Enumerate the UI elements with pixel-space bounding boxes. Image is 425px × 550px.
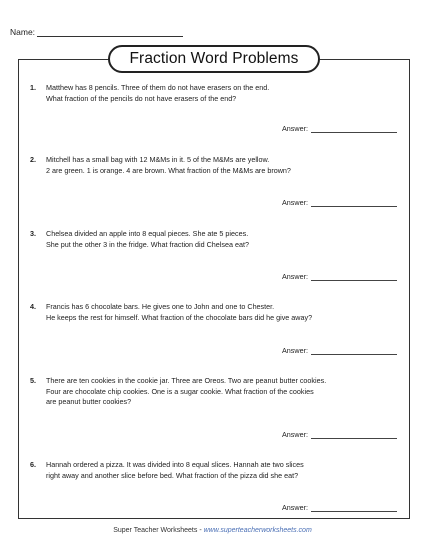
question-line: There are ten cookies in the cookie jar. Three are Oreos. Two are peanut butter cookies. bbox=[46, 376, 327, 385]
question-number: 2. bbox=[30, 155, 36, 164]
question-line: Four are chocolate chip cookies. One is a sugar cookie. What fraction of the cookies bbox=[46, 386, 314, 396]
question-line: He keeps the rest for himself. What fraction of the chocolate bars did he give away? bbox=[46, 312, 313, 322]
question-line: 2 are green. 1 is orange. 4 are brown. What fraction of the M&Ms are brown? bbox=[46, 165, 291, 175]
answer-row-2 bbox=[282, 198, 397, 207]
answer-row-3 bbox=[282, 272, 397, 281]
question-line: Mitchell has a small bag with 12 M&Ms in it. 5 of the M&Ms are yellow. bbox=[46, 155, 270, 164]
question-number: 4. bbox=[30, 302, 36, 311]
answer-field[interactable] bbox=[311, 125, 397, 133]
answer-label: Answer: bbox=[282, 503, 308, 512]
footer bbox=[0, 527, 425, 534]
answer-row-4 bbox=[282, 346, 397, 355]
answer-label: Answer: bbox=[282, 198, 308, 207]
answer-row-5 bbox=[282, 430, 397, 439]
worksheet-title bbox=[108, 45, 320, 73]
answer-field[interactable] bbox=[311, 431, 397, 439]
question-line: Francis has 6 chocolate bars. He gives one to John and one to Chester. bbox=[46, 302, 275, 311]
question-line: Chelsea divided an apple into 8 equal pieces. She ate 5 pieces. bbox=[46, 229, 249, 238]
answer-field[interactable] bbox=[311, 347, 397, 355]
question-text bbox=[46, 83, 400, 104]
answer-field[interactable] bbox=[311, 504, 397, 512]
question-line: She put the other 3 in the fridge. What fraction did Chelsea eat? bbox=[46, 239, 249, 249]
question-number: 6. bbox=[30, 460, 36, 469]
question-text bbox=[46, 460, 400, 481]
worksheet-title-text: Fraction Word Problems bbox=[129, 50, 299, 67]
question-text bbox=[46, 155, 400, 176]
answer-label: Answer: bbox=[282, 124, 308, 133]
question-number: 3. bbox=[30, 229, 36, 238]
footer-brand: Super Teacher Worksheets bbox=[113, 527, 198, 534]
question-line: What fraction of the pencils do not have erasers of the end? bbox=[46, 93, 237, 103]
name-field[interactable] bbox=[37, 28, 183, 37]
answer-label: Answer: bbox=[282, 272, 308, 281]
answer-label: Answer: bbox=[282, 430, 308, 439]
answer-row-6 bbox=[282, 503, 397, 512]
question-number: 5. bbox=[30, 376, 36, 385]
question-text bbox=[46, 376, 400, 408]
question-line: Hannah ordered a pizza. It was divided into 8 equal slices. Hannah ate two slices bbox=[46, 460, 304, 469]
name-row bbox=[10, 27, 183, 37]
question-text bbox=[46, 229, 400, 250]
answer-row-1 bbox=[282, 124, 397, 133]
answer-field[interactable] bbox=[311, 199, 397, 207]
answer-field[interactable] bbox=[311, 273, 397, 281]
question-number: 1. bbox=[30, 83, 36, 92]
question-line: are peanut butter cookies? bbox=[46, 397, 132, 406]
name-label: Name: bbox=[10, 27, 36, 37]
footer-separator: - bbox=[197, 527, 204, 534]
question-line: Matthew has 8 pencils. Three of them do not have erasers on the end. bbox=[46, 83, 270, 92]
footer-link[interactable]: www.superteacherworksheets.com bbox=[203, 527, 312, 534]
answer-label: Answer: bbox=[282, 346, 308, 355]
question-line: right away and another slice before bed. What fraction of the pizza did she eat? bbox=[46, 470, 299, 480]
question-text bbox=[46, 302, 400, 323]
